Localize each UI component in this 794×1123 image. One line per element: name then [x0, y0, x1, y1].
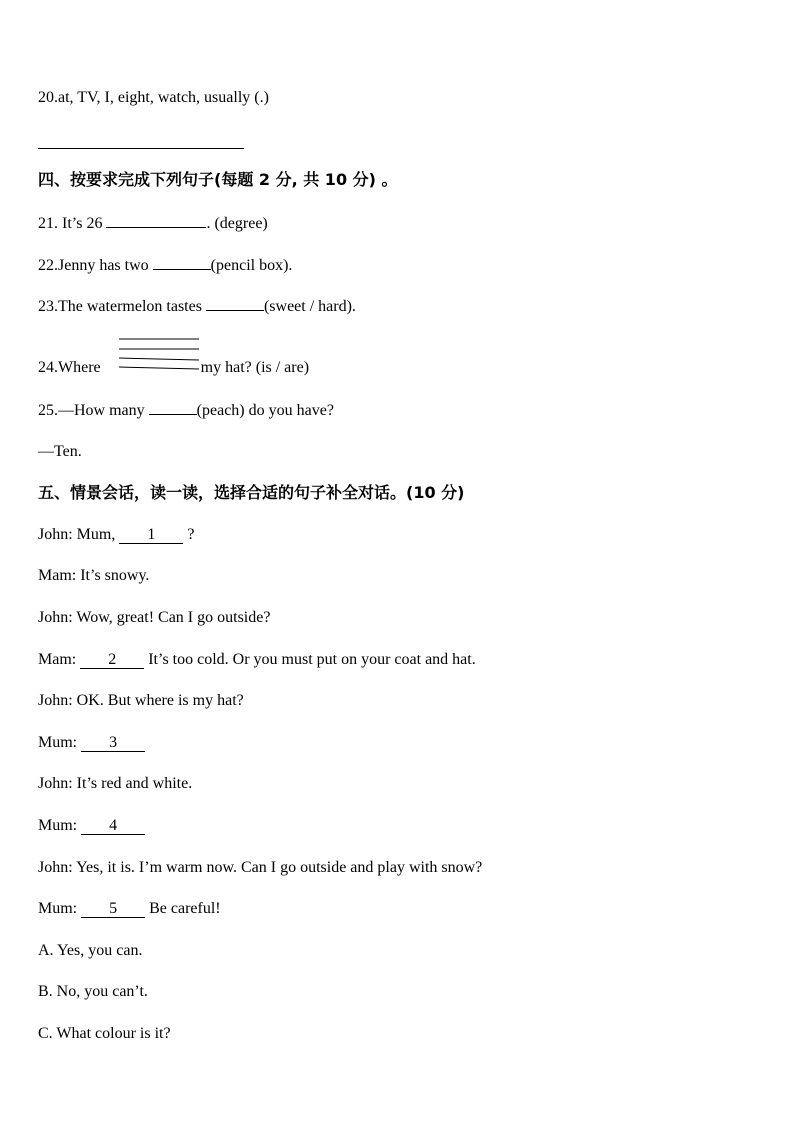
dialogue-after: ? [183, 526, 195, 543]
dialogue-speaker: John: Mum, [38, 526, 116, 543]
question-23-before: 23.The watermelon tastes [38, 298, 202, 315]
answer-line-20 [38, 148, 244, 149]
dialogue-speaker: Mum: [38, 734, 78, 751]
question-22-before: 22.Jenny has two [38, 257, 149, 274]
dialogue-line-8 [38, 816, 145, 836]
question-23-after: (sweet / hard). [263, 298, 356, 315]
dialogue-line-2: Mam: It’s snowy. [38, 567, 150, 584]
option-c: C. What colour is it? [38, 1025, 171, 1042]
dialogue-line-4 [38, 650, 476, 670]
question-25-before: 25.—How many [38, 402, 145, 419]
section-5-heading: 五、情景会话，读一读，选择合适的句子补全对话。(10 分) [38, 483, 465, 502]
dialogue-after: It’s too cold. Or you must put on your coat and hat. [148, 651, 476, 668]
question-25-after: (peach) do you have? [196, 402, 334, 419]
dialogue-speaker: Mam: [38, 651, 77, 668]
option-b: B. No, you can’t. [38, 983, 148, 1000]
option-a: A. Yes, you can. [38, 942, 143, 959]
dialogue-line-3: John: Wow, great! Can I go outside? [38, 609, 271, 626]
question-21 [38, 213, 268, 234]
question-20 [38, 88, 269, 108]
dialogue-speaker: Mum: [38, 900, 78, 917]
dialogue-blank-5[interactable]: 5 [81, 901, 145, 918]
question-25-reply: —Ten. [38, 443, 82, 460]
question-22 [38, 255, 292, 276]
question-22-blank[interactable] [153, 255, 211, 270]
question-20-text: 20.at, TV, I, eight, watch, usually (.) [38, 89, 269, 106]
question-21-blank[interactable] [106, 213, 206, 228]
dialogue-line-7: John: It’s red and white. [38, 775, 193, 792]
question-24-after: my hat? (is / are) [200, 359, 310, 376]
question-23 [38, 296, 356, 317]
question-24-before: 24.Where [38, 359, 101, 376]
dialogue-line-5: John: OK. But where is my hat? [38, 692, 244, 709]
question-22-after: (pencil box). [210, 257, 293, 274]
dialogue-blank-4[interactable]: 4 [81, 818, 145, 835]
question-21-before: 21. It’s 26 [38, 215, 103, 232]
question-24 [38, 358, 309, 378]
dialogue-line-10 [38, 899, 221, 919]
question-23-blank[interactable] [206, 296, 264, 311]
dialogue-blank-3[interactable]: 3 [81, 735, 145, 752]
dialogue-line-6 [38, 733, 145, 753]
dialogue-after: Be careful! [145, 900, 221, 917]
dialogue-blank-2[interactable]: 2 [80, 652, 144, 669]
question-21-after: . (degree) [206, 215, 268, 232]
dialogue-line-9: John: Yes, it is. I’m warm now. Can I go outside and play with snow? [38, 859, 483, 876]
dialogue-line-1 [38, 525, 194, 545]
question-25 [38, 400, 334, 421]
dialogue-blank-1[interactable]: 1 [119, 527, 183, 544]
question-25-blank[interactable] [149, 400, 197, 415]
section-4-heading: 四、按要求完成下列句子(每题 2 分, 共 10 分) 。 [38, 170, 398, 189]
dialogue-speaker: Mum: [38, 817, 78, 834]
